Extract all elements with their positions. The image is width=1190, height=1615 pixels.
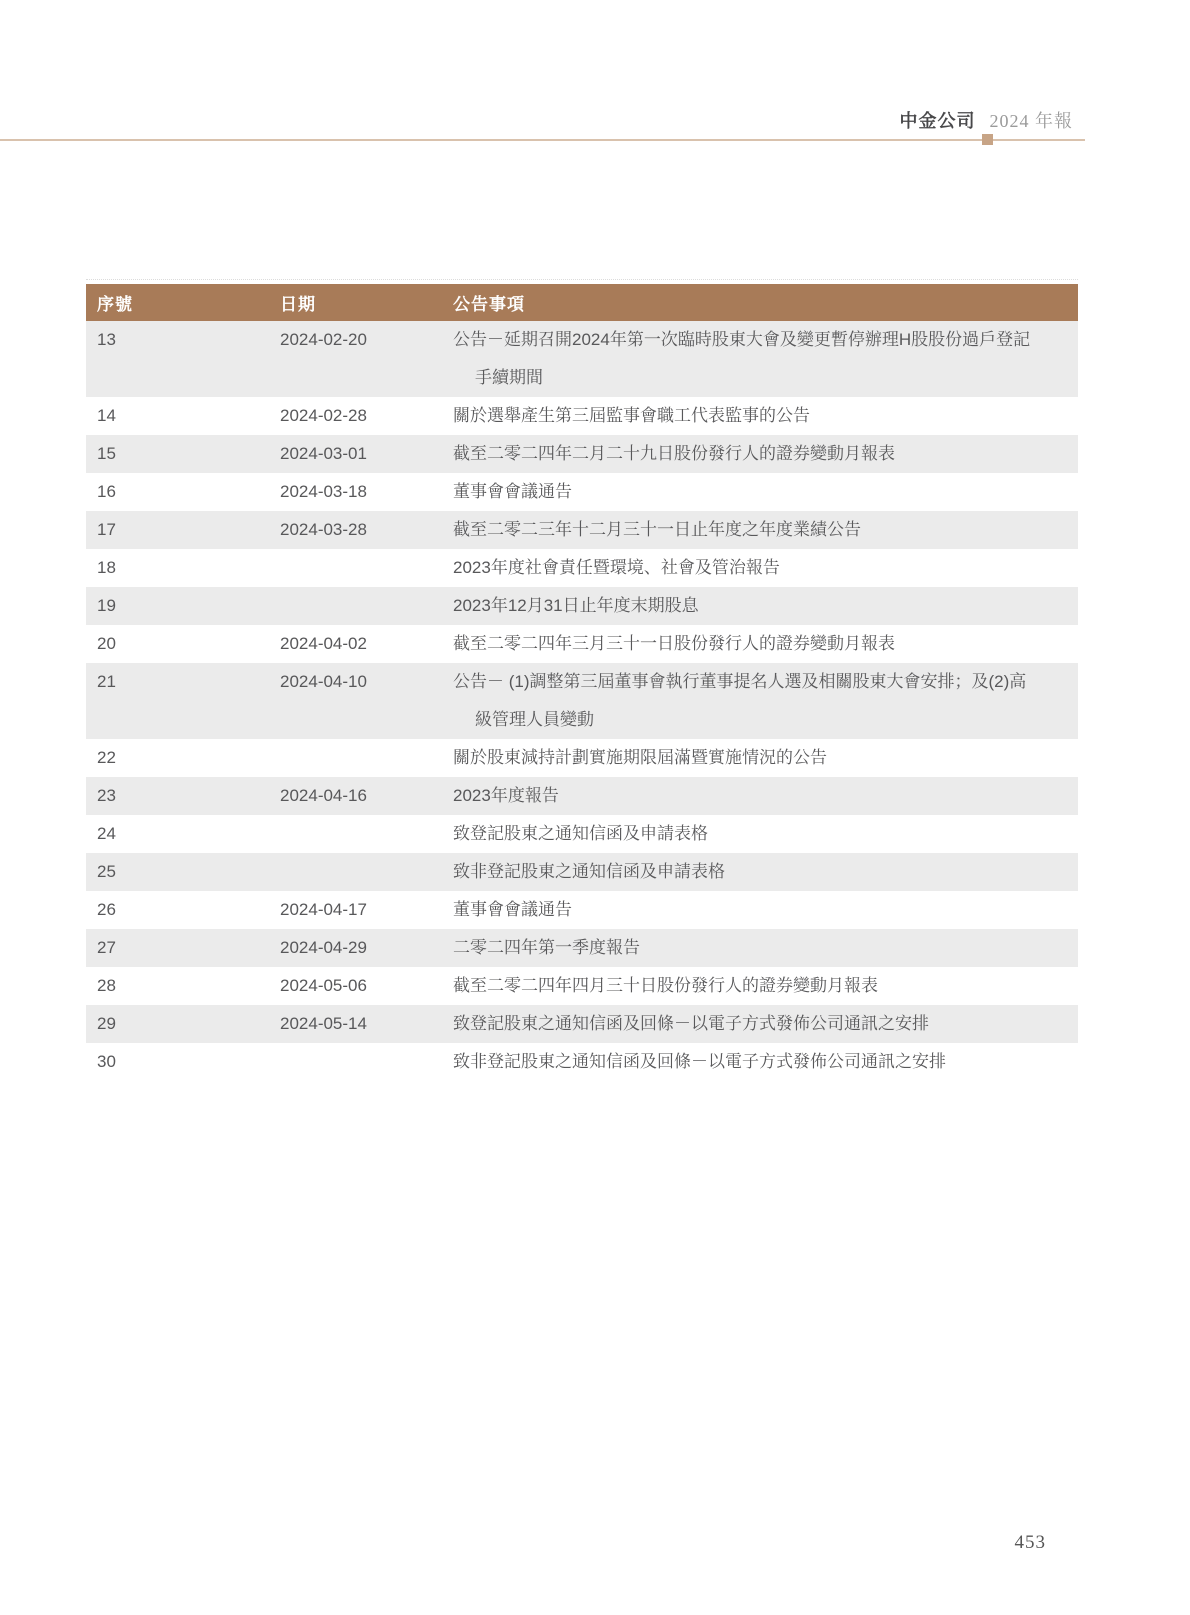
announcement-line: 二零二四年第一季度報告 — [453, 938, 640, 957]
announcement-line: 致登記股東之通知信函及申請表格 — [453, 824, 708, 843]
cell-seq: 16 — [97, 482, 116, 501]
announcement-line: 2023年度社會責任暨環境、社會及管治報告 — [453, 558, 780, 577]
cell-seq: 13 — [97, 330, 116, 349]
cell-seq: 17 — [97, 520, 116, 539]
cell-announcement — [453, 777, 1078, 815]
cell-announcement — [453, 435, 1078, 473]
announcement-line: 關於選舉產生第三屆監事會職工代表監事的公告 — [453, 406, 810, 425]
cell-announcement — [453, 929, 1078, 967]
cell-seq: 22 — [97, 748, 116, 767]
cell-seq: 14 — [97, 406, 116, 425]
cell-seq: 30 — [97, 1052, 116, 1071]
cell-seq: 18 — [97, 558, 116, 577]
announcement-line: 截至二零二四年二月二十九日股份發行人的證券變動月報表 — [453, 444, 895, 463]
cell-date: 2024-02-20 — [280, 330, 367, 349]
table-row — [86, 549, 1078, 587]
cell-seq: 24 — [97, 824, 116, 843]
cell-announcement — [453, 587, 1078, 625]
company-name: 中金公司 — [899, 111, 976, 131]
column-header-announcement: 公告事項 — [453, 295, 525, 314]
announcement-line: 公告－ (1)調整第三屆董事會執行董事提名人選及相關股東大會安排；及(2)高 — [453, 672, 1027, 691]
cell-announcement — [453, 815, 1078, 853]
table-row — [86, 1043, 1078, 1081]
cell-date: 2024-04-16 — [280, 786, 367, 805]
table-row — [86, 777, 1078, 815]
cell-seq: 23 — [97, 786, 116, 805]
cell-announcement — [453, 511, 1078, 549]
announcement-line: 截至二零二四年三月三十一日股份發行人的證券變動月報表 — [453, 634, 895, 653]
page-number: 453 — [1014, 1532, 1046, 1553]
cell-announcement — [453, 739, 1078, 777]
cell-announcement — [453, 625, 1078, 663]
announcement-line: 2023年12月31日止年度末期股息 — [453, 596, 699, 615]
cell-seq: 15 — [97, 444, 116, 463]
announcement-line: 級管理人員變動 — [475, 710, 594, 729]
cell-seq: 26 — [97, 900, 116, 919]
cell-date: 2024-04-17 — [280, 900, 367, 919]
column-header-seq: 序號 — [97, 295, 133, 314]
cell-seq: 28 — [97, 976, 116, 995]
announcement-line: 關於股東減持計劃實施期限屆滿暨實施情況的公告 — [453, 748, 827, 767]
cell-announcement — [453, 549, 1078, 587]
announcement-line: 致登記股東之通知信函及回條－以電子方式發佈公司通訊之安排 — [453, 1014, 929, 1033]
cell-announcement — [453, 891, 1078, 929]
cell-date: 2024-03-01 — [280, 444, 367, 463]
cell-date: 2024-03-28 — [280, 520, 367, 539]
cell-seq: 25 — [97, 862, 116, 881]
table-row — [86, 587, 1078, 625]
cell-seq: 27 — [97, 938, 116, 957]
announcement-line: 董事會會議通告 — [453, 482, 572, 501]
cell-announcement — [453, 853, 1078, 891]
table-row — [86, 815, 1078, 853]
cell-announcement — [453, 967, 1078, 1005]
cell-announcement — [453, 663, 1078, 739]
running-head — [900, 110, 1074, 132]
announcement-line: 致非登記股東之通知信函及回條－以電子方式發佈公司通訊之安排 — [453, 1052, 946, 1071]
table-row — [86, 435, 1078, 473]
cell-date: 2024-04-29 — [280, 938, 367, 957]
cell-announcement — [453, 321, 1078, 397]
table-row — [86, 321, 1078, 397]
cell-seq: 20 — [97, 634, 116, 653]
column-header-date: 日期 — [280, 295, 316, 314]
table-row — [86, 929, 1078, 967]
cell-date: 2024-02-28 — [280, 406, 367, 425]
cell-seq: 19 — [97, 596, 116, 615]
table-row — [86, 625, 1078, 663]
announcement-line: 2023年度報告 — [453, 786, 559, 805]
table-row — [86, 511, 1078, 549]
table-row — [86, 967, 1078, 1005]
table-row — [86, 853, 1078, 891]
cell-announcement — [453, 1005, 1078, 1043]
report-title: 2024 年報 — [989, 111, 1073, 131]
cell-date: 2024-03-18 — [280, 482, 367, 501]
table-row — [86, 473, 1078, 511]
cell-announcement — [453, 397, 1078, 435]
header-rule — [0, 139, 1085, 141]
cell-seq: 29 — [97, 1014, 116, 1033]
table-top-hairline — [86, 279, 1078, 280]
cell-date: 2024-04-02 — [280, 634, 367, 653]
table-row — [86, 1005, 1078, 1043]
announcement-line: 截至二零二三年十二月三十一日止年度之年度業績公告 — [453, 520, 861, 539]
table-row — [86, 397, 1078, 435]
table-row — [86, 739, 1078, 777]
cell-seq: 21 — [97, 672, 116, 691]
announcement-line: 截至二零二四年四月三十日股份發行人的證券變動月報表 — [453, 976, 878, 995]
announcement-line: 董事會會議通告 — [453, 900, 572, 919]
cell-date: 2024-04-10 — [280, 672, 367, 691]
announcement-line: 手續期間 — [475, 368, 543, 387]
announcements-table — [86, 284, 1078, 1081]
table-row — [86, 663, 1078, 739]
cell-announcement — [453, 473, 1078, 511]
cell-date: 2024-05-14 — [280, 1014, 367, 1033]
table-row — [86, 891, 1078, 929]
header-rule-square-marker — [982, 134, 993, 145]
cell-announcement — [453, 1043, 1078, 1081]
announcement-line: 致非登記股東之通知信函及申請表格 — [453, 862, 725, 881]
table-header-row — [86, 284, 1078, 321]
table-body — [86, 321, 1078, 1081]
cell-date: 2024-05-06 — [280, 976, 367, 995]
announcement-line: 公告－延期召開2024年第一次臨時股東大會及變更暫停辦理H股股份過戶登記 — [453, 330, 1031, 349]
